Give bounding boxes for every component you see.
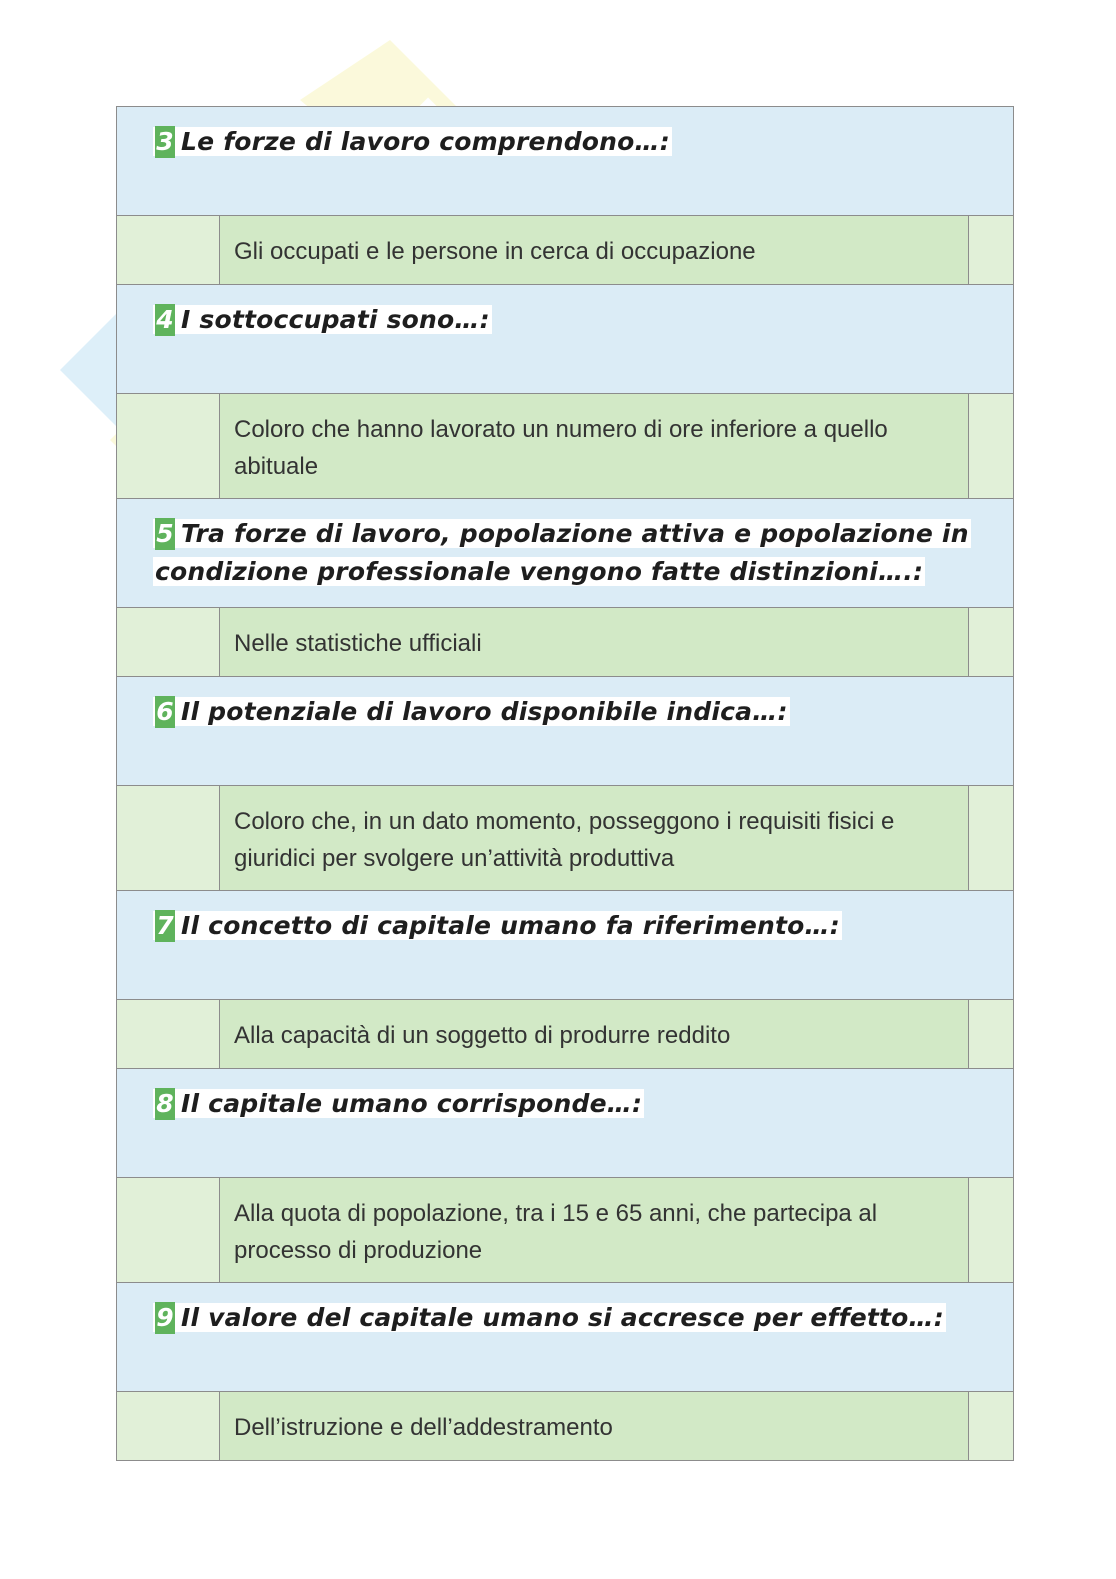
question-row — [117, 676, 1013, 785]
answer-left-cell — [117, 216, 219, 284]
answer-right-cell — [969, 394, 1013, 498]
answer-row — [117, 1391, 1013, 1460]
question-text — [153, 907, 999, 945]
question-number-badge: 6 — [156, 697, 174, 726]
question-number-badge: 3 — [156, 127, 174, 156]
answer-row — [117, 1177, 1013, 1282]
answer-text: Nelle statistiche ufficiali — [219, 608, 969, 676]
question-text — [153, 301, 999, 339]
question-row — [117, 890, 1013, 999]
answer-left-cell — [117, 608, 219, 676]
answer-right-cell — [969, 1178, 1013, 1282]
answer-text: Alla capacità di un soggetto di produrre reddito — [219, 1000, 969, 1068]
question-label: Le forze di lavoro comprendono…: — [181, 127, 670, 156]
answer-left-cell — [117, 786, 219, 890]
question-text — [153, 693, 999, 731]
question-row — [117, 498, 1013, 607]
answer-row — [117, 999, 1013, 1068]
answer-left-cell — [117, 1392, 219, 1460]
answer-left-cell — [117, 1178, 219, 1282]
answer-row — [117, 785, 1013, 890]
answer-right-cell — [969, 1000, 1013, 1068]
question-number-badge: 4 — [156, 305, 174, 334]
answer-left-cell — [117, 1000, 219, 1068]
answer-text: Coloro che hanno lavorato un numero di ore inferiore a quello abituale — [219, 394, 969, 498]
question-label: Il potenziale di lavoro disponibile indica…: — [181, 697, 788, 726]
answer-text: Alla quota di popolazione, tra i 15 e 65 anni, che partecipa al processo di produzione — [219, 1178, 969, 1282]
question-row — [117, 284, 1013, 393]
question-label: Il capitale umano corrisponde…: — [181, 1089, 643, 1118]
answer-right-cell — [969, 1392, 1013, 1460]
question-row — [117, 1282, 1013, 1391]
question-number-badge: 7 — [156, 911, 174, 940]
question-label: Il concetto di capitale umano fa riferimento…: — [181, 911, 840, 940]
question-row — [117, 1068, 1013, 1177]
answer-text: Gli occupati e le persone in cerca di occupazione — [219, 216, 969, 284]
question-text — [153, 515, 999, 591]
question-row — [117, 106, 1013, 215]
answer-right-cell — [969, 216, 1013, 284]
answer-right-cell — [969, 608, 1013, 676]
question-number-badge: 9 — [156, 1303, 174, 1332]
question-text — [153, 1085, 999, 1123]
qa-table — [116, 106, 1014, 1461]
answer-row — [117, 393, 1013, 498]
answer-text: Coloro che, in un dato momento, posseggono i requisiti fisici e giuridici per svolgere un’attività produttiva — [219, 786, 969, 890]
answer-row — [117, 215, 1013, 284]
question-label: Il valore del capitale umano si accresce per effetto…: — [181, 1303, 944, 1332]
question-label: Tra forze di lavoro, popolazione attiva e popolazione in condizione professionale vengono fatte distinzioni….: — [155, 519, 969, 586]
question-text — [153, 1299, 999, 1337]
question-label: I sottoccupati sono…: — [181, 305, 490, 334]
question-number-badge: 8 — [156, 1089, 174, 1118]
answer-text: Dell’istruzione e dell’addestramento — [219, 1392, 969, 1460]
answer-left-cell — [117, 394, 219, 498]
question-text — [153, 123, 999, 161]
answer-row — [117, 607, 1013, 676]
question-number-badge: 5 — [156, 519, 174, 548]
answer-right-cell — [969, 786, 1013, 890]
